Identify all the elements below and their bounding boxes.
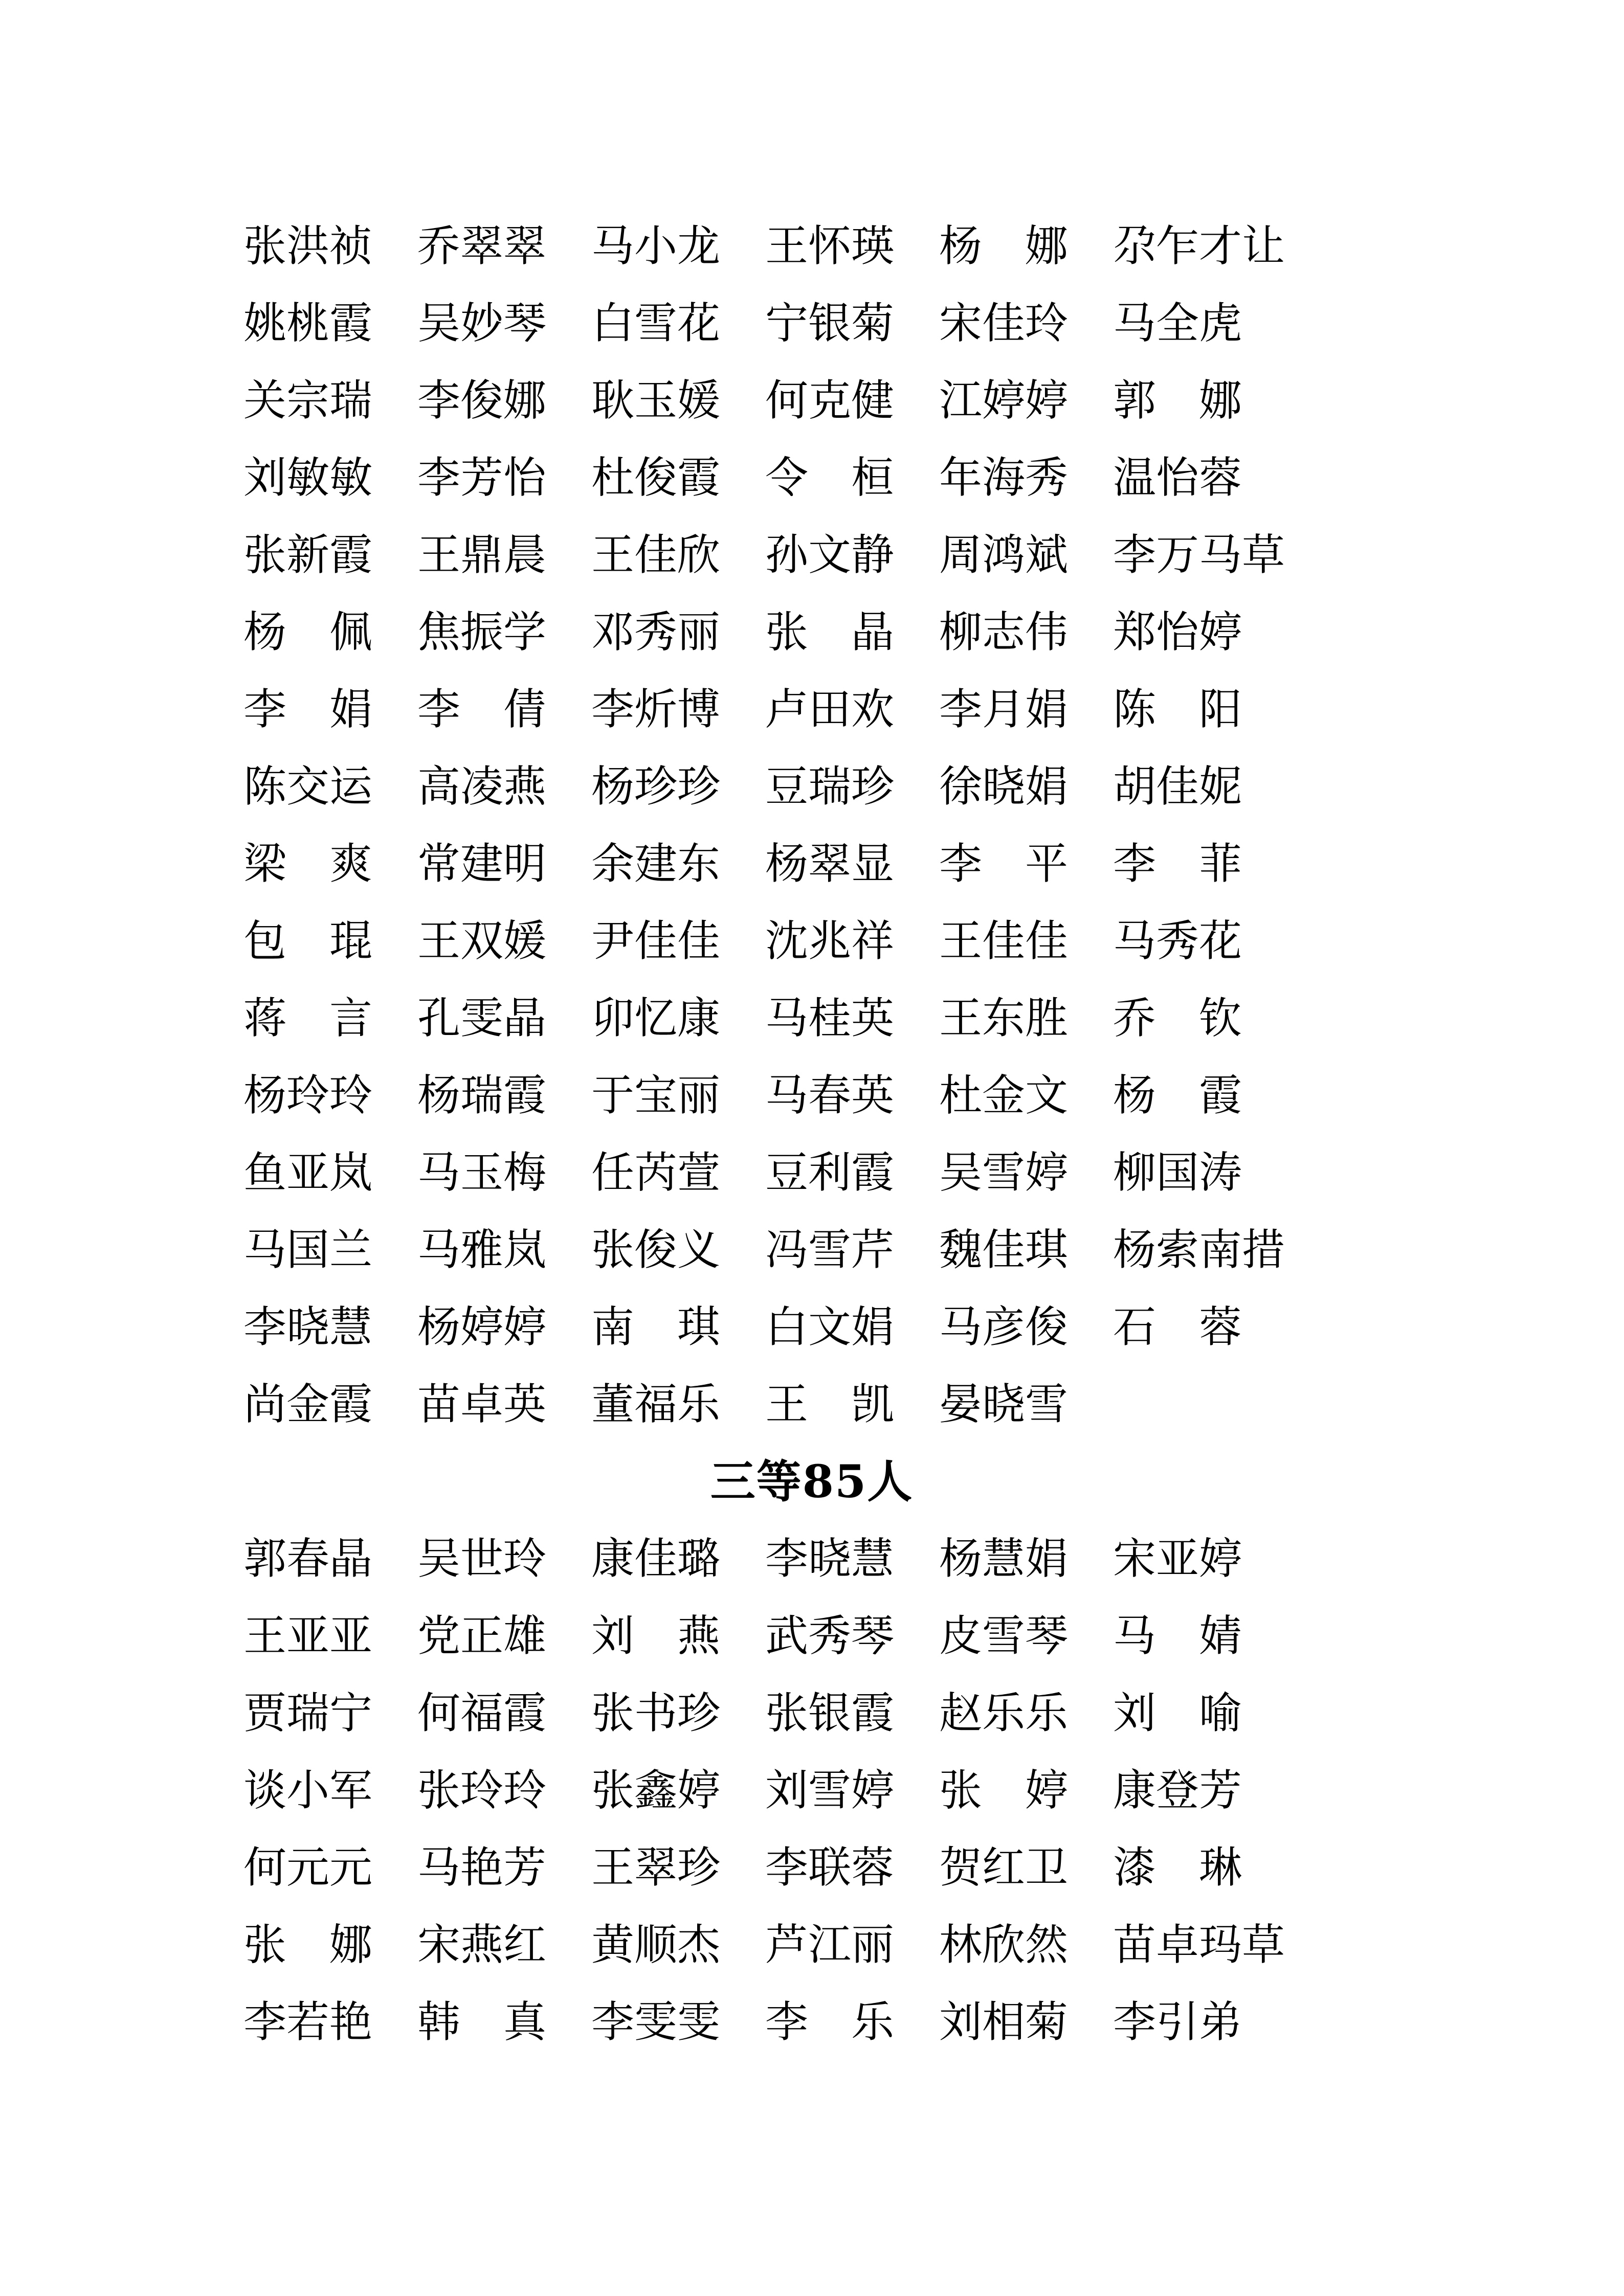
name-cell: 王怀瑛 — [765, 220, 895, 271]
name-cell: 林欣然 — [939, 1919, 1069, 1970]
name-cell: 马艳芳 — [417, 1842, 547, 1893]
name-row — [243, 1906, 1380, 1983]
name-row — [243, 207, 1380, 284]
name-cell: 张银霞 — [765, 1687, 895, 1738]
name-cell: 马小龙 — [591, 220, 721, 271]
name-cell: 杨 佩 — [243, 606, 373, 657]
name-cell: 李引弟 — [1113, 1996, 1242, 2047]
name-cell: 李 菲 — [1113, 838, 1242, 889]
name-row — [243, 670, 1380, 748]
name-cell: 杨 霞 — [1113, 1070, 1242, 1120]
name-row — [243, 284, 1380, 362]
name-cell: 李 娟 — [243, 684, 373, 734]
name-cell: 马桂英 — [765, 993, 895, 1043]
name-grid-second-class — [243, 207, 1380, 1443]
name-cell: 杜俊霞 — [591, 452, 721, 503]
name-cell: 高凌燕 — [417, 761, 547, 812]
name-cell: 王 凯 — [765, 1379, 895, 1429]
name-cell: 马彦俊 — [939, 1301, 1069, 1352]
name-cell: 刘 燕 — [591, 1610, 721, 1661]
name-cell: 郭春晶 — [243, 1533, 373, 1584]
name-cell: 马春英 — [765, 1070, 895, 1120]
name-cell: 王佳欣 — [591, 529, 721, 580]
name-cell: 周鸿斌 — [939, 529, 1069, 580]
name-cell: 李晓慧 — [243, 1301, 373, 1352]
name-cell: 冯雪芹 — [765, 1224, 895, 1275]
name-cell: 江婷婷 — [939, 375, 1069, 425]
name-cell: 杨瑞霞 — [417, 1070, 547, 1120]
name-cell: 包 琨 — [243, 915, 373, 966]
name-cell: 张玲玲 — [417, 1765, 547, 1815]
name-cell: 李俊娜 — [417, 375, 547, 425]
name-row — [243, 362, 1380, 439]
name-row — [243, 1983, 1380, 2060]
name-cell: 李雯雯 — [591, 1996, 721, 2047]
name-cell: 何克健 — [765, 375, 895, 425]
name-cell: 杨翠显 — [765, 838, 895, 889]
name-cell: 杨玲玲 — [243, 1070, 373, 1120]
section-heading-third-class: 三等85人 — [710, 1454, 914, 1508]
name-cell: 吴世玲 — [417, 1533, 547, 1584]
name-cell: 李若艳 — [243, 1996, 373, 2047]
name-cell: 于宝丽 — [591, 1070, 721, 1120]
name-cell: 贺红卫 — [939, 1842, 1069, 1893]
name-cell: 杨珍珍 — [591, 761, 721, 812]
name-cell: 黄顺杰 — [591, 1919, 721, 1970]
name-cell: 王亚亚 — [243, 1610, 373, 1661]
name-cell: 乔 钦 — [1113, 993, 1242, 1043]
name-cell: 马全虎 — [1113, 298, 1242, 348]
name-cell: 刘 喻 — [1113, 1687, 1242, 1738]
name-row — [243, 1211, 1380, 1288]
name-row — [243, 825, 1380, 902]
name-cell: 耿玉媛 — [591, 375, 721, 425]
name-cell: 张 娜 — [243, 1919, 373, 1970]
name-cell: 郭 娜 — [1113, 375, 1242, 425]
name-cell: 晏晓雪 — [939, 1379, 1069, 1429]
name-cell: 芦江丽 — [765, 1919, 895, 1970]
name-cell: 卢田欢 — [765, 684, 895, 734]
name-cell: 石 蓉 — [1113, 1301, 1242, 1352]
name-cell: 漆 琳 — [1113, 1842, 1242, 1893]
name-cell: 杜金文 — [939, 1070, 1069, 1120]
name-cell: 魏佳琪 — [939, 1224, 1069, 1275]
name-cell: 李联蓉 — [765, 1842, 895, 1893]
name-row — [243, 979, 1380, 1056]
name-row — [243, 1751, 1380, 1829]
name-cell: 令 桓 — [765, 452, 895, 503]
name-cell: 党正雄 — [417, 1610, 547, 1661]
name-cell: 姚桃霞 — [243, 298, 373, 348]
name-row — [243, 593, 1380, 670]
name-list-content — [243, 207, 1380, 2060]
name-cell: 孔雯晶 — [417, 993, 547, 1043]
name-cell: 马玉梅 — [417, 1147, 547, 1198]
name-cell: 卯忆康 — [591, 993, 721, 1043]
name-cell: 张 晶 — [765, 606, 895, 657]
name-cell: 苗卓英 — [417, 1379, 547, 1429]
name-cell: 王双媛 — [417, 915, 547, 966]
name-cell: 杨索南措 — [1113, 1224, 1285, 1275]
name-cell: 李 倩 — [417, 684, 547, 734]
name-cell: 马国兰 — [243, 1224, 373, 1275]
name-cell: 刘敏敏 — [243, 452, 373, 503]
name-row — [243, 1056, 1380, 1134]
name-cell: 任芮萱 — [591, 1147, 721, 1198]
name-cell: 吴妙琴 — [417, 298, 547, 348]
name-row — [243, 1520, 1380, 1597]
name-row — [243, 902, 1380, 979]
name-cell: 温怡蓉 — [1113, 452, 1242, 503]
name-cell: 刘相菊 — [939, 1996, 1069, 2047]
name-cell: 李芳怡 — [417, 452, 547, 503]
name-cell: 邓秀丽 — [591, 606, 721, 657]
name-cell: 李 乐 — [765, 1996, 895, 2047]
name-cell: 沈兆祥 — [765, 915, 895, 966]
name-cell: 徐晓娟 — [939, 761, 1069, 812]
name-grid-third-class — [243, 1520, 1380, 2060]
name-row — [243, 748, 1380, 825]
name-cell: 郑怡婷 — [1113, 606, 1242, 657]
name-cell: 孙文静 — [765, 529, 895, 580]
name-cell: 谈小军 — [243, 1765, 373, 1815]
name-cell: 杨 娜 — [939, 220, 1069, 271]
name-cell: 董福乐 — [591, 1379, 721, 1429]
name-cell: 胡佳妮 — [1113, 761, 1242, 812]
name-cell: 李万马草 — [1113, 529, 1285, 580]
name-cell: 杨慧娟 — [939, 1533, 1069, 1584]
name-cell: 贾瑞宁 — [243, 1687, 373, 1738]
name-cell: 康佳璐 — [591, 1533, 721, 1584]
name-cell: 关宗瑞 — [243, 375, 373, 425]
name-row — [243, 439, 1380, 516]
name-cell: 王东胜 — [939, 993, 1069, 1043]
name-row — [243, 1829, 1380, 1906]
name-cell: 马 婧 — [1113, 1610, 1242, 1661]
section-heading-line — [243, 1443, 1380, 1520]
name-cell: 尹佳佳 — [591, 915, 721, 966]
name-cell: 刘雪婷 — [765, 1765, 895, 1815]
name-cell: 鱼亚岚 — [243, 1147, 373, 1198]
name-cell: 余建东 — [591, 838, 721, 889]
name-cell: 马秀花 — [1113, 915, 1242, 966]
name-cell: 李炘博 — [591, 684, 721, 734]
name-cell: 宋燕红 — [417, 1919, 547, 1970]
name-cell: 赵乐乐 — [939, 1687, 1069, 1738]
name-cell: 张洪祯 — [243, 220, 373, 271]
name-cell: 柳志伟 — [939, 606, 1069, 657]
name-row — [243, 1597, 1380, 1674]
name-cell: 宋亚婷 — [1113, 1533, 1242, 1584]
name-cell: 李 平 — [939, 838, 1069, 889]
name-cell: 苗卓玛草 — [1113, 1919, 1285, 1970]
name-row — [243, 516, 1380, 593]
name-cell: 尕乍才让 — [1113, 220, 1285, 271]
name-cell: 马雅岚 — [417, 1224, 547, 1275]
name-cell: 张 婷 — [939, 1765, 1069, 1815]
name-cell: 武秀琴 — [765, 1610, 895, 1661]
name-cell: 韩 真 — [417, 1996, 547, 2047]
name-cell: 宁银菊 — [765, 298, 895, 348]
name-cell: 王翠珍 — [591, 1842, 721, 1893]
name-cell: 陈交运 — [243, 761, 373, 812]
name-cell: 柳国涛 — [1113, 1147, 1242, 1198]
name-cell: 豆利霞 — [765, 1147, 895, 1198]
name-cell: 何福霞 — [417, 1687, 547, 1738]
name-row — [243, 1674, 1380, 1751]
name-cell: 乔翠翠 — [417, 220, 547, 271]
name-cell: 常建明 — [417, 838, 547, 889]
name-cell: 杨婷婷 — [417, 1301, 547, 1352]
name-cell: 陈 阳 — [1113, 684, 1242, 734]
name-cell: 蒋 言 — [243, 993, 373, 1043]
name-cell: 年海秀 — [939, 452, 1069, 503]
name-row — [243, 1288, 1380, 1365]
name-cell: 李月娟 — [939, 684, 1069, 734]
name-cell: 张新霞 — [243, 529, 373, 580]
name-cell: 张鑫婷 — [591, 1765, 721, 1815]
name-cell: 皮雪琴 — [939, 1610, 1069, 1661]
name-cell: 豆瑞珍 — [765, 761, 895, 812]
name-cell: 尚金霞 — [243, 1379, 373, 1429]
name-cell: 王鼎晨 — [417, 529, 547, 580]
name-cell: 南 琪 — [591, 1301, 721, 1352]
name-cell: 吴雪婷 — [939, 1147, 1069, 1198]
name-cell: 焦振学 — [417, 606, 547, 657]
name-cell: 李晓慧 — [765, 1533, 895, 1584]
name-cell: 康登芳 — [1113, 1765, 1242, 1815]
name-cell: 白文娟 — [765, 1301, 895, 1352]
name-cell: 白雪花 — [591, 298, 721, 348]
name-row — [243, 1365, 1380, 1443]
name-row — [243, 1134, 1380, 1211]
name-cell: 梁 爽 — [243, 838, 373, 889]
name-cell: 何元元 — [243, 1842, 373, 1893]
name-cell: 张俊义 — [591, 1224, 721, 1275]
name-cell: 张书珍 — [591, 1687, 721, 1738]
name-cell: 王佳佳 — [939, 915, 1069, 966]
name-cell: 宋佳玲 — [939, 298, 1069, 348]
